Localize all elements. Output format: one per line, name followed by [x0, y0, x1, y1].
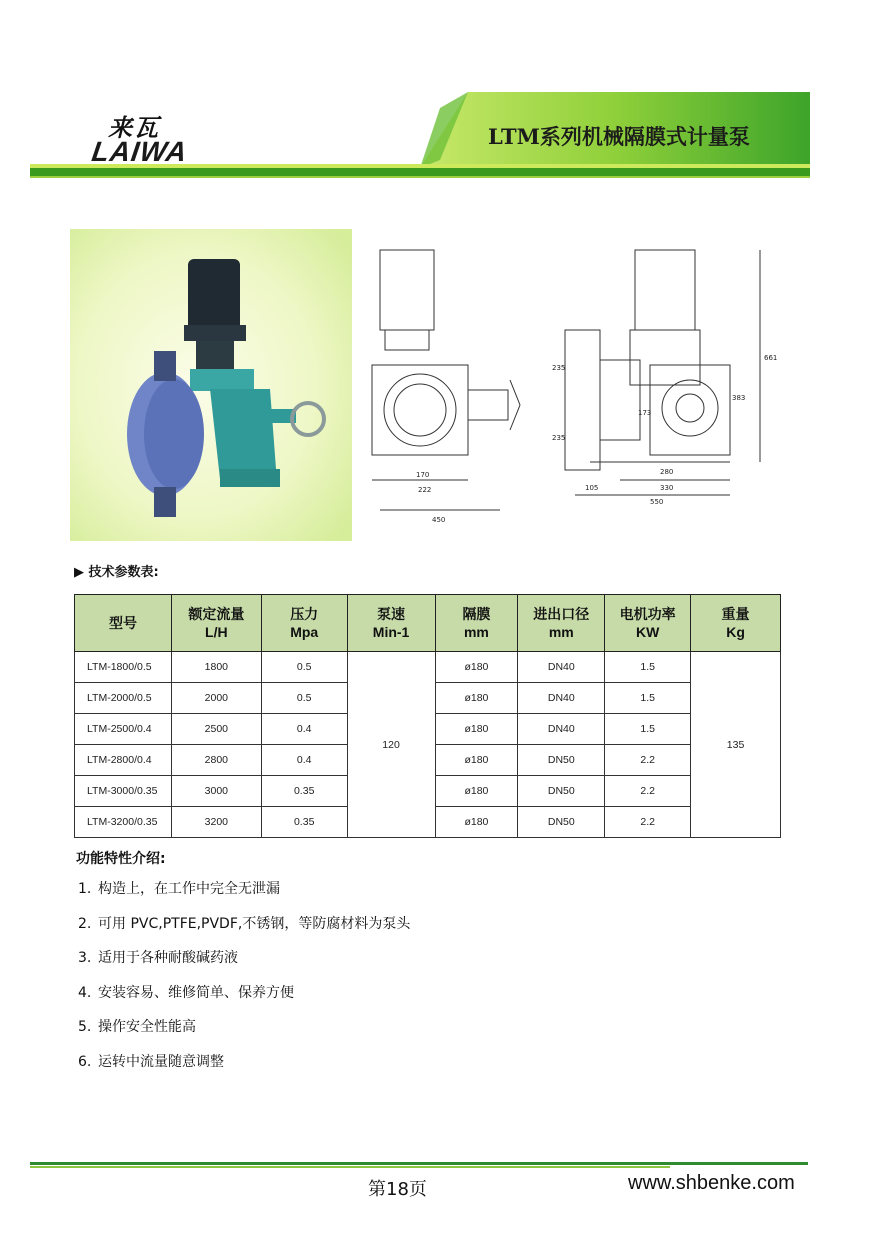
cell-model: LTM-3000/0.35: [75, 776, 172, 807]
cell-power: 1.5: [605, 714, 691, 745]
cell-model: LTM-2000/0.5: [75, 683, 172, 714]
cell-diaphragm: ø180: [435, 807, 518, 838]
cell-model: LTM-3200/0.35: [75, 807, 172, 838]
footer-divider: [30, 1162, 808, 1165]
dim-235b: 235: [552, 434, 566, 442]
cell-flow: 2500: [171, 714, 261, 745]
dim-280: 280: [660, 468, 674, 476]
col-port: 进出口径 mm: [518, 595, 605, 652]
list-item: 3. 适用于各种耐酸碱药液: [78, 950, 238, 966]
col-power: 电机功率 KW: [605, 595, 691, 652]
pump-photo: [70, 229, 352, 541]
cell-diaphragm: ø180: [435, 714, 518, 745]
dim-330: 330: [660, 484, 674, 492]
list-item: 4. 安装容易、维修简单、保养方便: [78, 984, 294, 1001]
cell-diaphragm: ø180: [435, 745, 518, 776]
col-speed: 泵速 Min-1: [347, 595, 435, 652]
col-pressure: 压力 Mpa: [261, 595, 347, 652]
features-section-title: 功能特性介绍:: [76, 851, 166, 867]
cell-model: LTM-2500/0.4: [75, 714, 172, 745]
features-list: [78, 878, 410, 1085]
page-title: LTM系列机械隔膜式计量泵: [488, 124, 750, 149]
cell-port: DN40: [518, 683, 605, 714]
cell-port: DN50: [518, 807, 605, 838]
cell-port: DN40: [518, 714, 605, 745]
col-model: 型号: [75, 595, 172, 652]
cell-speed: 120: [347, 652, 435, 838]
col-weight: 重量 Kg: [691, 595, 781, 652]
cell-diaphragm: ø180: [435, 652, 518, 683]
cell-flow: 1800: [171, 652, 261, 683]
page-number: 第18页: [368, 1179, 427, 1200]
dim-173: 173: [638, 409, 652, 417]
cell-flow: 2800: [171, 745, 261, 776]
cell-diaphragm: ø180: [435, 776, 518, 807]
footer-divider-accent: [30, 1166, 670, 1168]
dim-661: 661: [764, 354, 778, 362]
list-item: 2. 可用 PVC,PTFE,PVDF,不锈钢，等防腐材料为泵头: [78, 915, 411, 932]
spec-section-title: ▶ 技术参数表:: [74, 565, 159, 580]
col-flow: 额定流量 L/H: [171, 595, 261, 652]
list-item: 6. 运转中流量随意调整: [78, 1053, 224, 1070]
cell-power: 1.5: [605, 683, 691, 714]
cell-diaphragm: ø180: [435, 683, 518, 714]
cell-pressure: 0.5: [261, 683, 347, 714]
cell-pressure: 0.4: [261, 745, 347, 776]
dimension-drawings: [360, 240, 790, 530]
cell-pressure: 0.5: [261, 652, 347, 683]
spec-table: [74, 594, 781, 838]
col-diaphragm: 隔膜 mm: [435, 595, 518, 652]
cell-port: DN50: [518, 745, 605, 776]
dim-222: 222: [418, 486, 432, 494]
website-link[interactable]: www.shbenke.com: [628, 1172, 795, 1194]
cell-pressure: 0.4: [261, 714, 347, 745]
table-header-row: [75, 595, 781, 652]
cell-weight: 135: [691, 652, 781, 838]
dim-550: 550: [650, 498, 664, 506]
cell-power: 2.2: [605, 807, 691, 838]
cell-pressure: 0.35: [261, 807, 347, 838]
page-header: [0, 0, 888, 190]
cell-power: 1.5: [605, 652, 691, 683]
dim-170: 170: [416, 471, 430, 479]
list-item: 5. 操作安全性能高: [78, 1019, 196, 1035]
cell-flow: 2000: [171, 683, 261, 714]
logo-english: LAIWA: [89, 136, 190, 167]
dim-383: 383: [732, 394, 746, 402]
cell-power: 2.2: [605, 745, 691, 776]
dim-450: 450: [432, 516, 446, 524]
cell-power: 2.2: [605, 776, 691, 807]
dim-235a: 235: [552, 364, 566, 372]
cell-model: LTM-2800/0.4: [75, 745, 172, 776]
cell-flow: 3200: [171, 807, 261, 838]
cell-pressure: 0.35: [261, 776, 347, 807]
cell-port: DN40: [518, 652, 605, 683]
logo-chinese: 来瓦: [108, 113, 160, 142]
cell-model: LTM-1800/0.5: [75, 652, 172, 683]
cell-port: DN50: [518, 776, 605, 807]
dim-105: 105: [585, 484, 599, 492]
cell-flow: 3000: [171, 776, 261, 807]
list-item: 1. 构造上，在工作中完全无泄漏: [78, 881, 280, 897]
table-row: [75, 652, 781, 683]
